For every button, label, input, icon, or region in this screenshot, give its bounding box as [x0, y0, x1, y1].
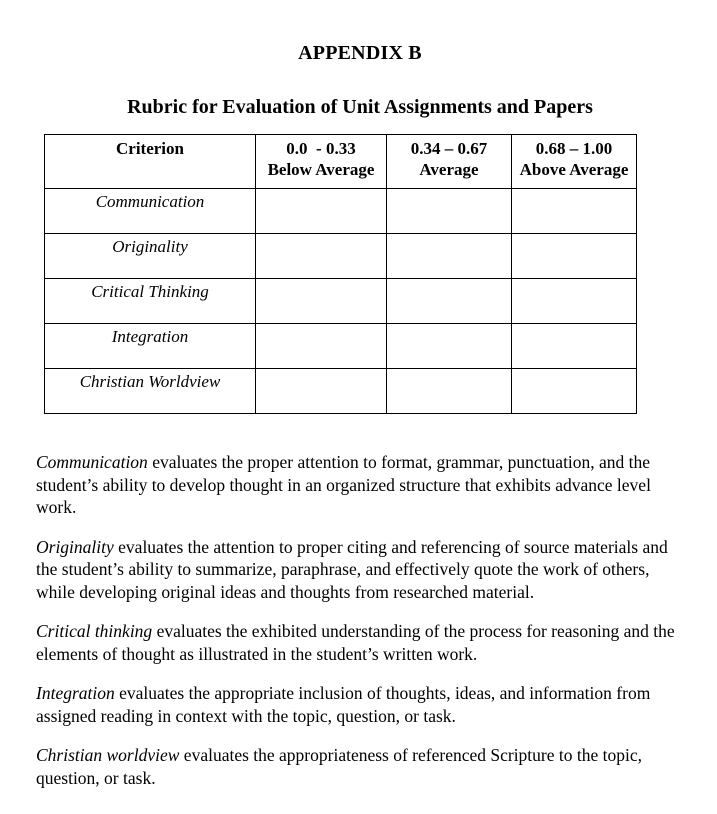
score-cell-above-average [512, 189, 637, 234]
score-cell-above-average [512, 279, 637, 324]
paragraph-communication-text: evaluates the proper attention to format, grammar, punctuation, and the student’s ability to develop thought in an organized structure that exhibits advance level work. [36, 452, 651, 517]
table-header-row [45, 135, 637, 189]
definitions-section [36, 451, 684, 789]
criterion-cell: Integration [45, 324, 256, 369]
header-above-average-label: Above Average [519, 160, 629, 179]
rubric-table [44, 134, 637, 414]
header-average-label: Average [419, 160, 479, 179]
page-subtitle: Rubric for Evaluation of Unit Assignments and Papers [127, 96, 593, 118]
score-cell-below-average [256, 279, 387, 324]
paragraph-critical-thinking-text: evaluates the exhibited understanding of the process for reasoning and the elements of thought as illustrated in the student’s written work. [36, 621, 675, 664]
score-cell-below-average [256, 234, 387, 279]
paragraph-originality [36, 536, 684, 604]
score-cell-average [387, 324, 512, 369]
score-cell-below-average [256, 369, 387, 414]
paragraph-critical-thinking [36, 620, 684, 665]
paragraph-integration-text: evaluates the appropriate inclusion of thoughts, ideas, and information from assigned reading in context with the topic, question, or task. [36, 683, 651, 726]
header-above-average-range: 0.68 – 1.00 [535, 139, 613, 158]
criterion-cell: Critical Thinking [45, 279, 256, 324]
header-criterion-label: Criterion [116, 139, 184, 158]
table-row-originality [45, 234, 637, 279]
criterion-cell: Originality [45, 234, 256, 279]
score-cell-average [387, 234, 512, 279]
score-cell-above-average [512, 369, 637, 414]
term-communication: Communication [36, 452, 148, 472]
term-critical-thinking: Critical thinking [36, 621, 153, 641]
header-average [387, 135, 512, 189]
paragraph-originality-text: evaluates the attention to proper citing and referencing of source materials and the student’s ability to summarize, paraphrase, and effectively quote the work of others, while developing original ideas and thoughts from researched material. [36, 536, 668, 602]
paragraph-christian-worldview [36, 744, 684, 789]
term-christian-worldview: Christian worldview [36, 745, 180, 765]
table-row-communication [45, 189, 637, 234]
table-row-critical-thinking [45, 279, 637, 324]
header-average-range: 0.34 – 0.67 [410, 139, 488, 158]
paragraph-christian-worldview-text: evaluates the appropriateness of referenced Scripture to the topic, question, or task. [36, 745, 643, 788]
table-row-christian-worldview [45, 369, 637, 414]
header-below-average-label: Below Average [267, 160, 375, 179]
table-row-integration [45, 324, 637, 369]
score-cell-average [387, 279, 512, 324]
score-cell-average [387, 369, 512, 414]
term-integration: Integration [36, 683, 115, 703]
score-cell-above-average [512, 234, 637, 279]
score-cell-below-average [256, 324, 387, 369]
score-cell-average [387, 189, 512, 234]
paragraph-integration [36, 682, 684, 727]
page-title: APPENDIX B [298, 42, 422, 64]
header-criterion [45, 135, 256, 189]
score-cell-below-average [256, 189, 387, 234]
header-below-average [256, 135, 387, 189]
term-originality: Originality [36, 536, 114, 557]
criterion-cell: Communication [45, 189, 256, 234]
paragraph-communication [36, 451, 684, 519]
header-below-average-range: 0.0 - 0.33 [286, 139, 356, 158]
header-above-average [512, 135, 637, 189]
score-cell-above-average [512, 324, 637, 369]
criterion-cell: Christian Worldview [45, 369, 256, 414]
